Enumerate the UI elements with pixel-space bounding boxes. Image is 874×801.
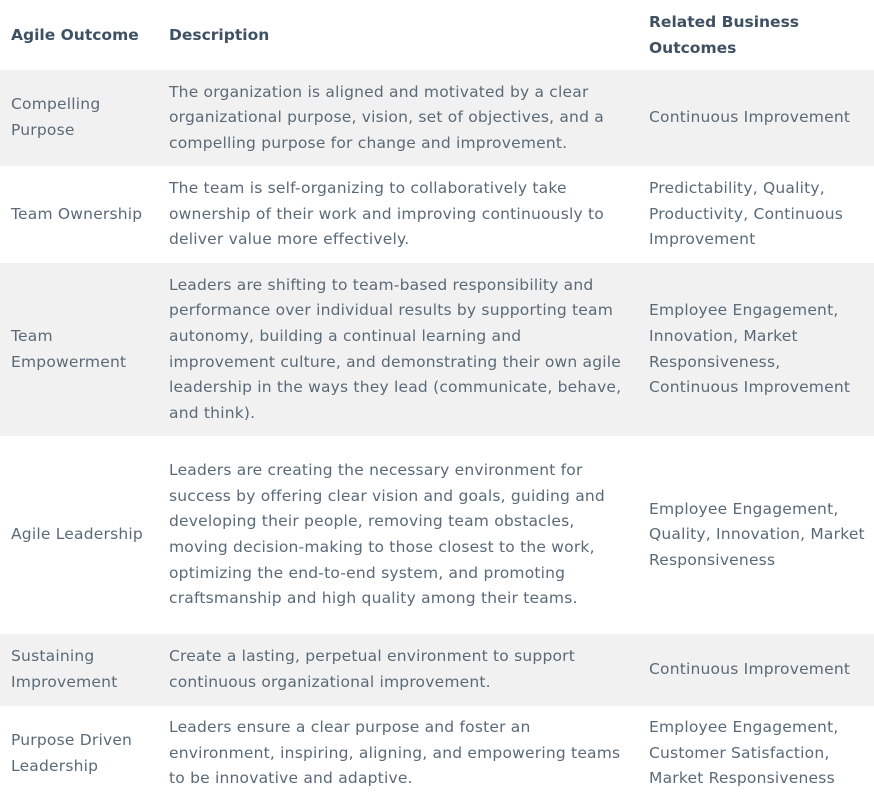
table-row (0, 263, 874, 436)
description-cell: Create a lasting, perpetual environment to support continuous organizational improvement. (165, 634, 639, 706)
agile-outcome-cell: Compelling Purpose (0, 70, 165, 166)
related-outcomes-cell: Employee Engagement, Customer Satisfaction, Market Responsiveness (649, 718, 839, 788)
agile-outcome-cell: Team Ownership (11, 204, 143, 223)
related-outcomes-cell: Continuous Improvement (639, 70, 874, 166)
column-header-agile-outcome: Agile Outcome (11, 26, 139, 44)
description-cell: The organization is aligned and motivated by a clear organizational purpose, vision, set of objectives, and a compelling purpose for change and improvement. (165, 70, 639, 166)
related-outcomes-cell: Continuous Improvement (639, 634, 874, 706)
table-row (0, 706, 874, 801)
related-outcomes-cell: Employee Engagement, Innovation, Market Responsiveness, Continuous Improvement (639, 263, 874, 436)
column-header-related-outcomes: Related Business Outcomes (649, 13, 800, 57)
description-cell: Leaders are creating the necessary environment for success by offering clear vision and goals, guiding and developing their people, removing team obstacles, moving decision-making to those closest to the work, optimizing the end-to-end system, and promoting craftsmanship and high quality among their teams. (169, 461, 605, 608)
agile-outcome-cell: Team Empowerment (0, 263, 165, 436)
related-outcomes-cell: Predictability, Quality, Productivity, Continuous Improvement (649, 179, 844, 249)
related-outcomes-cell: Employee Engagement, Quality, Innovation, Market Responsiveness (649, 499, 865, 569)
header-row (0, 0, 874, 70)
agile-outcome-cell: Sustaining Improvement (0, 634, 165, 706)
table-row (0, 436, 874, 634)
column-header-description: Description (169, 26, 270, 44)
table-row (0, 634, 874, 706)
description-cell: The team is self-organizing to collaboratively take ownership of their work and improving continuously to deliver value more effectively. (169, 179, 604, 249)
agile-outcome-cell: Purpose Driven Leadership (11, 730, 133, 775)
description-cell: Leaders are shifting to team-based responsibility and performance over individual results by supporting team autonomy, building a continual learning and improvement culture, and demonstrating their own agile leadership in the ways they lead (communicate, behave, and think). (165, 263, 639, 436)
agile-outcome-cell: Agile Leadership (11, 525, 143, 544)
description-cell: Leaders ensure a clear purpose and foster an environment, inspiring, aligning, and empowering teams to be innovative and adaptive. (169, 718, 621, 788)
table-row (0, 70, 874, 166)
table-row (0, 166, 874, 263)
